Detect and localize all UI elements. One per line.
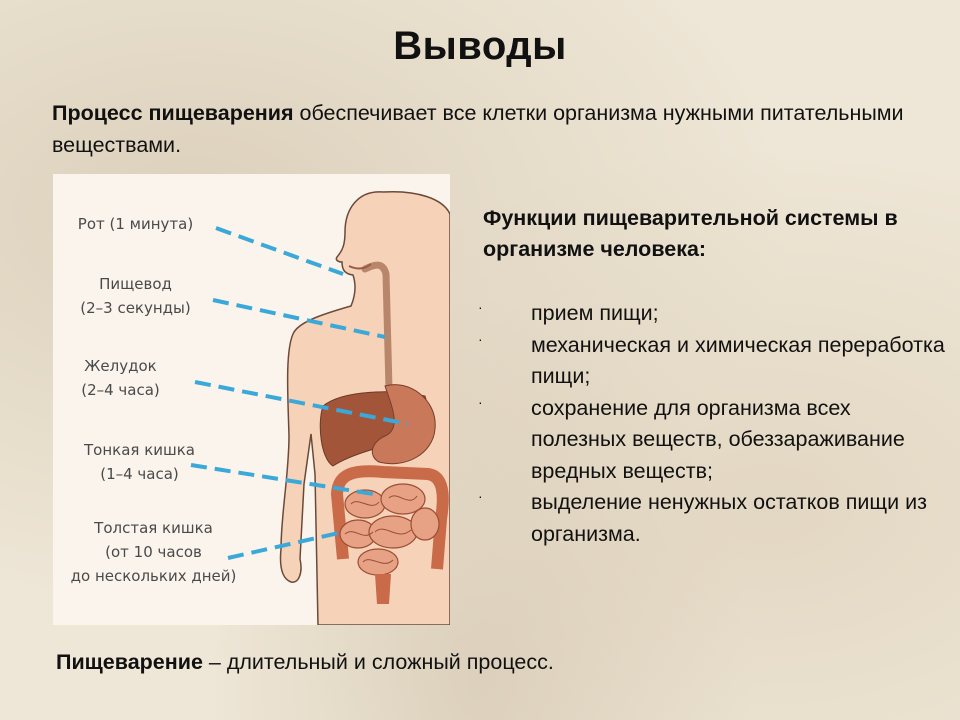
label-large-intestine: Толстая кишка (от 10 часов до нескольких дней) xyxy=(70,519,237,585)
rectum xyxy=(375,574,391,604)
intro-bold: Процесс пищеварения xyxy=(52,101,294,125)
label-mouth: Рот (1 минута) xyxy=(77,215,194,233)
digestive-system-illustration xyxy=(53,174,450,625)
functions-list xyxy=(478,298,948,550)
functions-title: Функции пищеварительной системы в организме человека: xyxy=(483,206,898,261)
summary-paragraph xyxy=(56,650,916,675)
list-item: · выделение ненужных остатков пищи из организма. xyxy=(478,487,948,550)
bullet: · xyxy=(478,488,483,504)
list-item: · сохранение для организма всех полезных веществ, обеззараживание вредных веществ; xyxy=(478,393,948,488)
intro-paragraph xyxy=(52,97,932,161)
summary-text: – длительный и сложный процесс. xyxy=(202,650,554,674)
list-item: · прием пищи; xyxy=(478,298,948,330)
bullet: · xyxy=(478,393,483,410)
page-title: Выводы xyxy=(393,24,567,68)
label-stomach: Желудок (2–4 часа) xyxy=(81,357,160,399)
label-esophagus: Пищевод (2–3 секунды) xyxy=(80,275,191,317)
bullet: · xyxy=(478,330,483,347)
intro-text: обеспечивает все клетки организма нужными питательными веществами. xyxy=(52,101,904,157)
label-small-intestine: Тонкая кишка (1–4 часа) xyxy=(84,441,195,483)
bullet: · xyxy=(478,299,483,315)
summary-bold: Пищеварение xyxy=(56,650,203,674)
list-item: · механическая и химическая переработка пищи; xyxy=(478,330,948,393)
pointer-line-mouth xyxy=(216,228,343,274)
